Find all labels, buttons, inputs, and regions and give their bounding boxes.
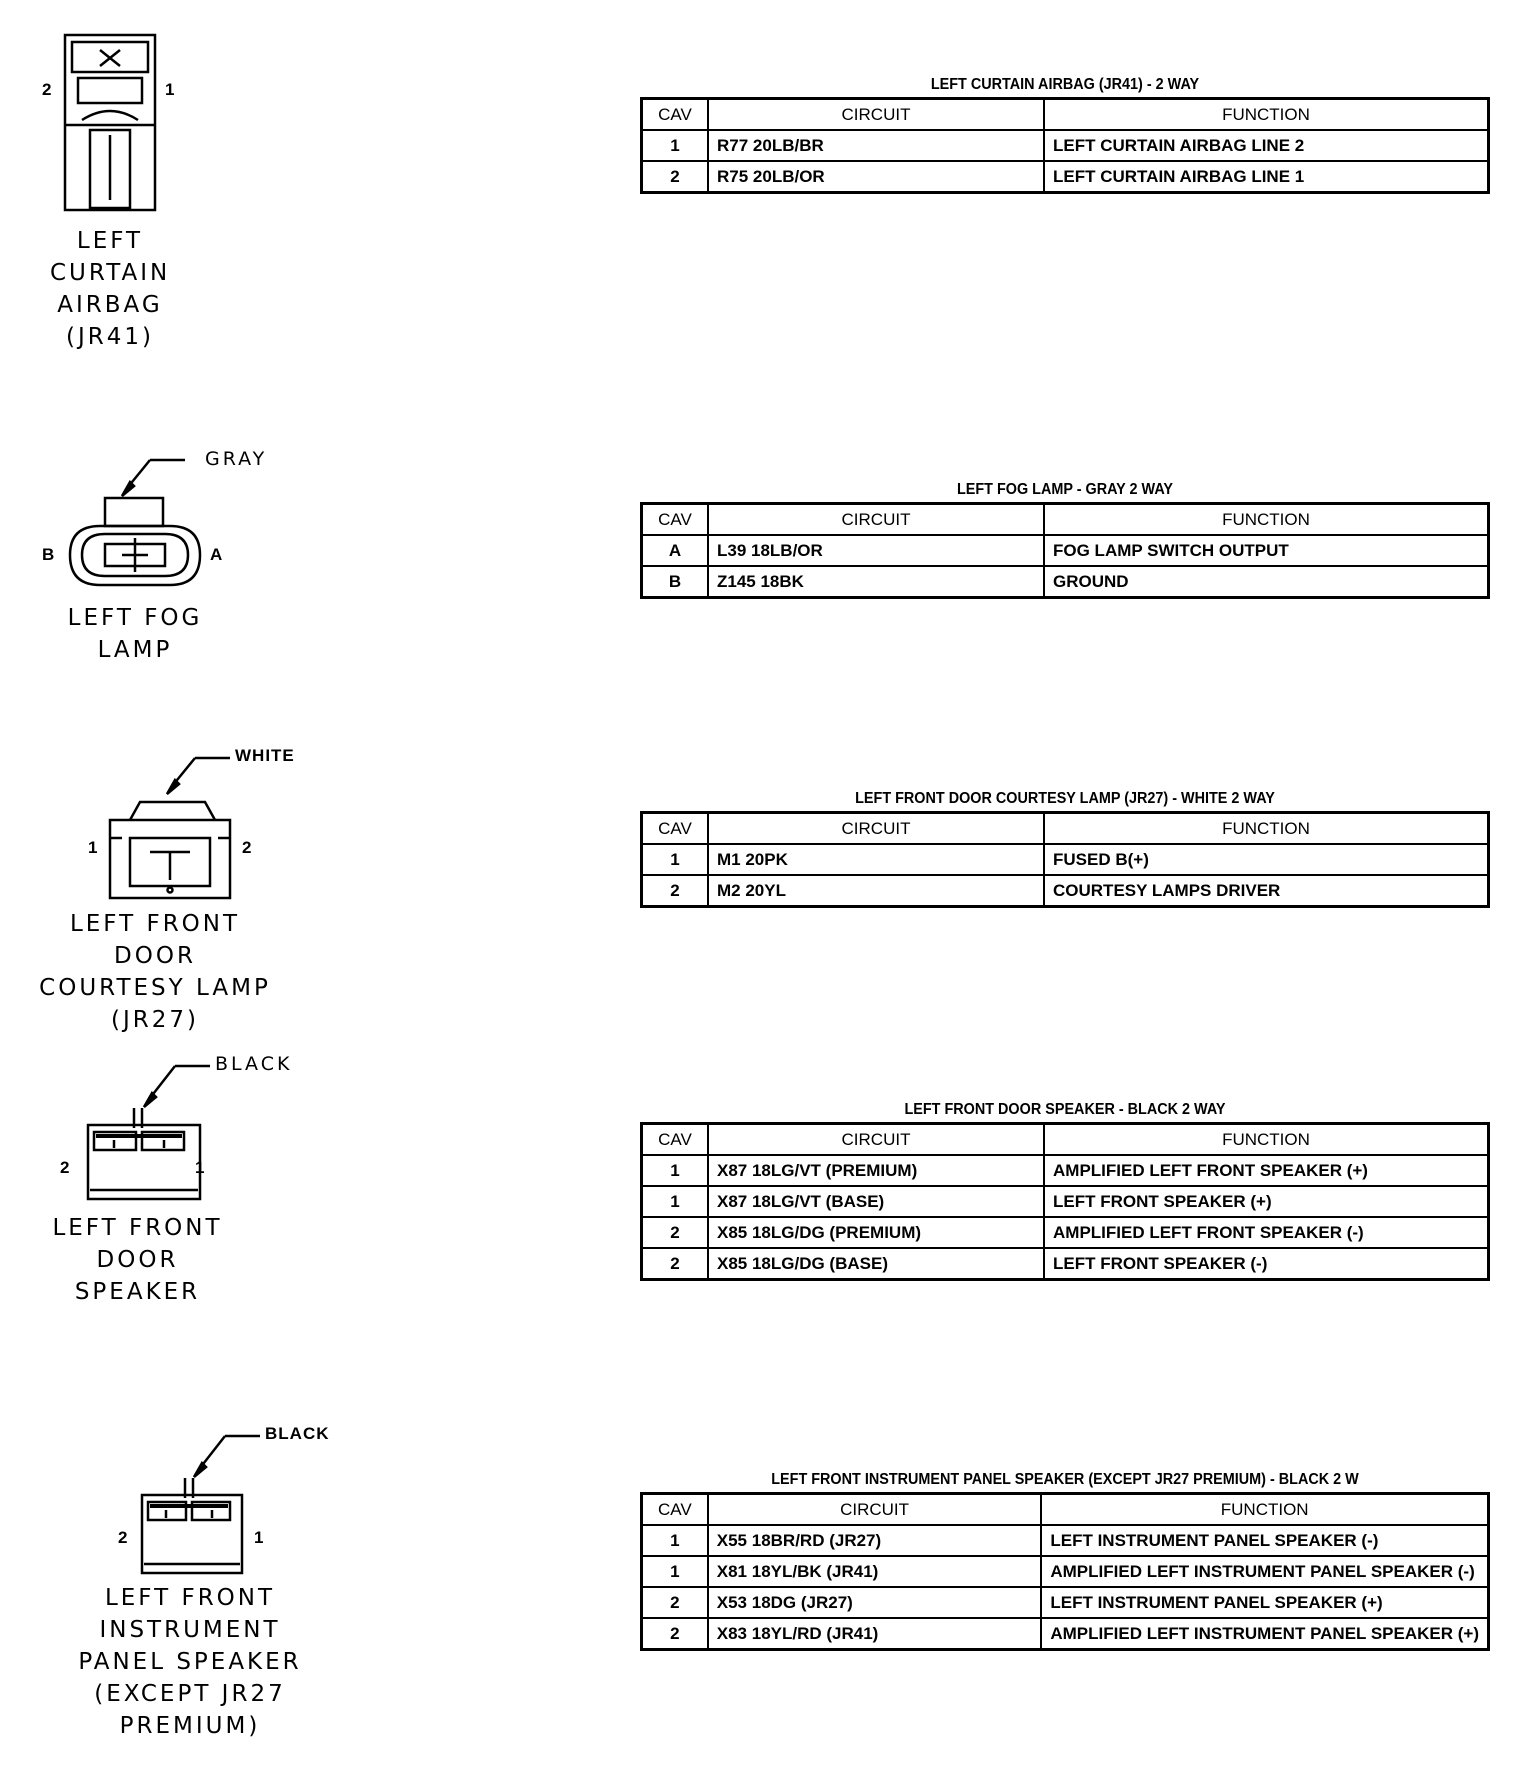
connector-name: LEFT FRONT DOOR COURTESY LAMP (JR27) (39, 911, 271, 1033)
connector-name: LEFT CURTAIN AIRBAG (JR41) (50, 228, 171, 350)
connector-name: LEFT FRONT DOOR SPEAKER (52, 1215, 223, 1305)
cell-function: FUSED B(+) (1044, 844, 1489, 875)
table-header-row (642, 1124, 1489, 1156)
cell-circuit: M2 20YL (708, 875, 1044, 907)
table-title: LEFT FRONT INSTRUMENT PANEL SPEAKER (EXCEPT JR27 PREMIUM) - BLACK 2 W (771, 1471, 1359, 1488)
cell-function: AMPLIFIED LEFT INSTRUMENT PANEL SPEAKER (+) (1041, 1618, 1488, 1650)
table-row (642, 1186, 1489, 1217)
pinout-table-courtesy-lamp (640, 787, 1490, 908)
connector-drawing-door-speaker (30, 1050, 390, 1305)
header-function: FUNCTION (1041, 1494, 1488, 1526)
header-circuit: CIRCUIT (708, 99, 1044, 131)
cell-circuit: L39 18LB/OR (708, 535, 1044, 566)
header-circuit: CIRCUIT (708, 1124, 1044, 1156)
connector-drawing-courtesy-lamp (30, 740, 390, 1033)
table-row (642, 1217, 1489, 1248)
cell-function: COURTESY LAMPS DRIVER (1044, 875, 1489, 907)
pin-label-right: A (210, 545, 223, 564)
cell-cav: 2 (642, 161, 709, 193)
table-title: LEFT CURTAIN AIRBAG (JR41) - 2 WAY (930, 76, 1200, 93)
cell-cav: 2 (642, 1618, 708, 1650)
connector-drawing-curtain-airbag (30, 30, 390, 350)
pinout-table-curtain-airbag (640, 73, 1490, 194)
table-row (642, 535, 1489, 566)
cell-circuit: X81 18YL/BK (JR41) (708, 1556, 1042, 1587)
pinout-table-ip-speaker (640, 1468, 1490, 1651)
cell-circuit: X83 18YL/RD (JR41) (708, 1618, 1042, 1650)
cell-function: LEFT FRONT SPEAKER (+) (1044, 1186, 1489, 1217)
table-row (642, 1525, 1489, 1556)
header-circuit: CIRCUIT (708, 1494, 1042, 1526)
pinout-table (640, 502, 1490, 599)
header-cav: CAV (642, 504, 709, 536)
table-header-row (642, 504, 1489, 536)
pin-label-left: 2 (42, 80, 52, 99)
pinout-table (640, 1122, 1490, 1281)
table-row (642, 130, 1489, 161)
cell-cav: 2 (642, 1587, 708, 1618)
cell-cav: 1 (642, 1556, 708, 1587)
header-cav: CAV (642, 99, 709, 131)
cell-cav: 1 (642, 1155, 709, 1186)
table-title: LEFT FRONT DOOR COURTESY LAMP (JR27) - WHITE 2 WAY (855, 790, 1275, 807)
pin-label-left: 2 (60, 1158, 70, 1177)
cell-function: GROUND (1044, 566, 1489, 598)
cell-cav: 2 (642, 1248, 709, 1280)
table-title: LEFT FOG LAMP - GRAY 2 WAY (956, 481, 1174, 498)
header-cav: CAV (642, 1494, 708, 1526)
pin-label-left: 2 (118, 1528, 128, 1547)
cell-function: AMPLIFIED LEFT FRONT SPEAKER (+) (1044, 1155, 1489, 1186)
cell-function: LEFT INSTRUMENT PANEL SPEAKER (-) (1041, 1525, 1488, 1556)
header-cav: CAV (642, 813, 709, 845)
header-function: FUNCTION (1044, 504, 1489, 536)
connector-drawing-ip-speaker (30, 1420, 390, 1740)
airbag-connector-icon (30, 30, 170, 220)
header-function: FUNCTION (1044, 1124, 1489, 1156)
cell-circuit: X53 18DG (JR27) (708, 1587, 1042, 1618)
wire-color-label: BLACK (215, 1053, 293, 1075)
table-row (642, 1587, 1489, 1618)
wire-color-label: GRAY (205, 448, 268, 470)
ip-speaker-connector-icon (30, 1420, 330, 1580)
cell-circuit: R75 20LB/OR (708, 161, 1044, 193)
cell-circuit: Z145 18BK (708, 566, 1044, 598)
pin-label-left: B (42, 545, 55, 564)
pin-label-right: 1 (165, 80, 175, 99)
table-title: LEFT FRONT DOOR SPEAKER - BLACK 2 WAY (904, 1101, 1226, 1118)
cell-function: LEFT INSTRUMENT PANEL SPEAKER (+) (1041, 1587, 1488, 1618)
cell-circuit: X87 18LG/VT (PREMIUM) (708, 1155, 1044, 1186)
cell-circuit: X87 18LG/VT (BASE) (708, 1186, 1044, 1217)
table-row (642, 1248, 1489, 1280)
table-row (642, 566, 1489, 598)
pinout-table (640, 811, 1490, 908)
table-row (642, 875, 1489, 907)
header-cav: CAV (642, 1124, 709, 1156)
pin-label-left: 1 (88, 838, 98, 857)
table-row (642, 1618, 1489, 1650)
table-row (642, 1556, 1489, 1587)
pin-label-right: 1 (195, 1158, 205, 1177)
table-row (642, 161, 1489, 193)
header-function: FUNCTION (1044, 99, 1489, 131)
header-function: FUNCTION (1044, 813, 1489, 845)
cell-function: LEFT CURTAIN AIRBAG LINE 1 (1044, 161, 1489, 193)
header-circuit: CIRCUIT (708, 504, 1044, 536)
cell-circuit: M1 20PK (708, 844, 1044, 875)
table-header-row (642, 813, 1489, 845)
cell-circuit: X55 18BR/RD (JR27) (708, 1525, 1042, 1556)
table-header-row (642, 99, 1489, 131)
table-row (642, 1155, 1489, 1186)
cell-circuit: R77 20LB/BR (708, 130, 1044, 161)
pinout-table (640, 1492, 1490, 1651)
table-row (642, 844, 1489, 875)
connector-drawing-fog-lamp (30, 430, 390, 680)
cell-circuit: X85 18LG/DG (BASE) (708, 1248, 1044, 1280)
cell-cav: 2 (642, 875, 709, 907)
pinout-table (640, 97, 1490, 194)
pinout-table-door-speaker (640, 1098, 1490, 1281)
cell-cav: 1 (642, 1525, 708, 1556)
cell-function: FOG LAMP SWITCH OUTPUT (1044, 535, 1489, 566)
wire-color-label: BLACK (265, 1424, 330, 1443)
cell-cav: 1 (642, 844, 709, 875)
table-header-row (642, 1494, 1489, 1526)
pin-label-right: 1 (254, 1528, 264, 1547)
cell-function: AMPLIFIED LEFT FRONT SPEAKER (-) (1044, 1217, 1489, 1248)
connector-name: LEFT FOG LAMP (67, 605, 203, 663)
cell-function: AMPLIFIED LEFT INSTRUMENT PANEL SPEAKER (-) (1041, 1556, 1488, 1587)
cell-function: LEFT FRONT SPEAKER (-) (1044, 1248, 1489, 1280)
header-circuit: CIRCUIT (708, 813, 1044, 845)
pin-label-right: 2 (242, 838, 252, 857)
pinout-table-fog-lamp (640, 478, 1490, 599)
cell-cav: 2 (642, 1217, 709, 1248)
cell-function: LEFT CURTAIN AIRBAG LINE 2 (1044, 130, 1489, 161)
cell-cav: A (642, 535, 709, 566)
connector-name: LEFT FRONT INSTRUMENT PANEL SPEAKER (EXCEPT JR27 PREMIUM) (78, 1585, 302, 1739)
cell-cav: B (642, 566, 709, 598)
cell-circuit: X85 18LG/DG (PREMIUM) (708, 1217, 1044, 1248)
cell-cav: 1 (642, 130, 709, 161)
cell-cav: 1 (642, 1186, 709, 1217)
wire-color-label: WHITE (235, 746, 295, 765)
